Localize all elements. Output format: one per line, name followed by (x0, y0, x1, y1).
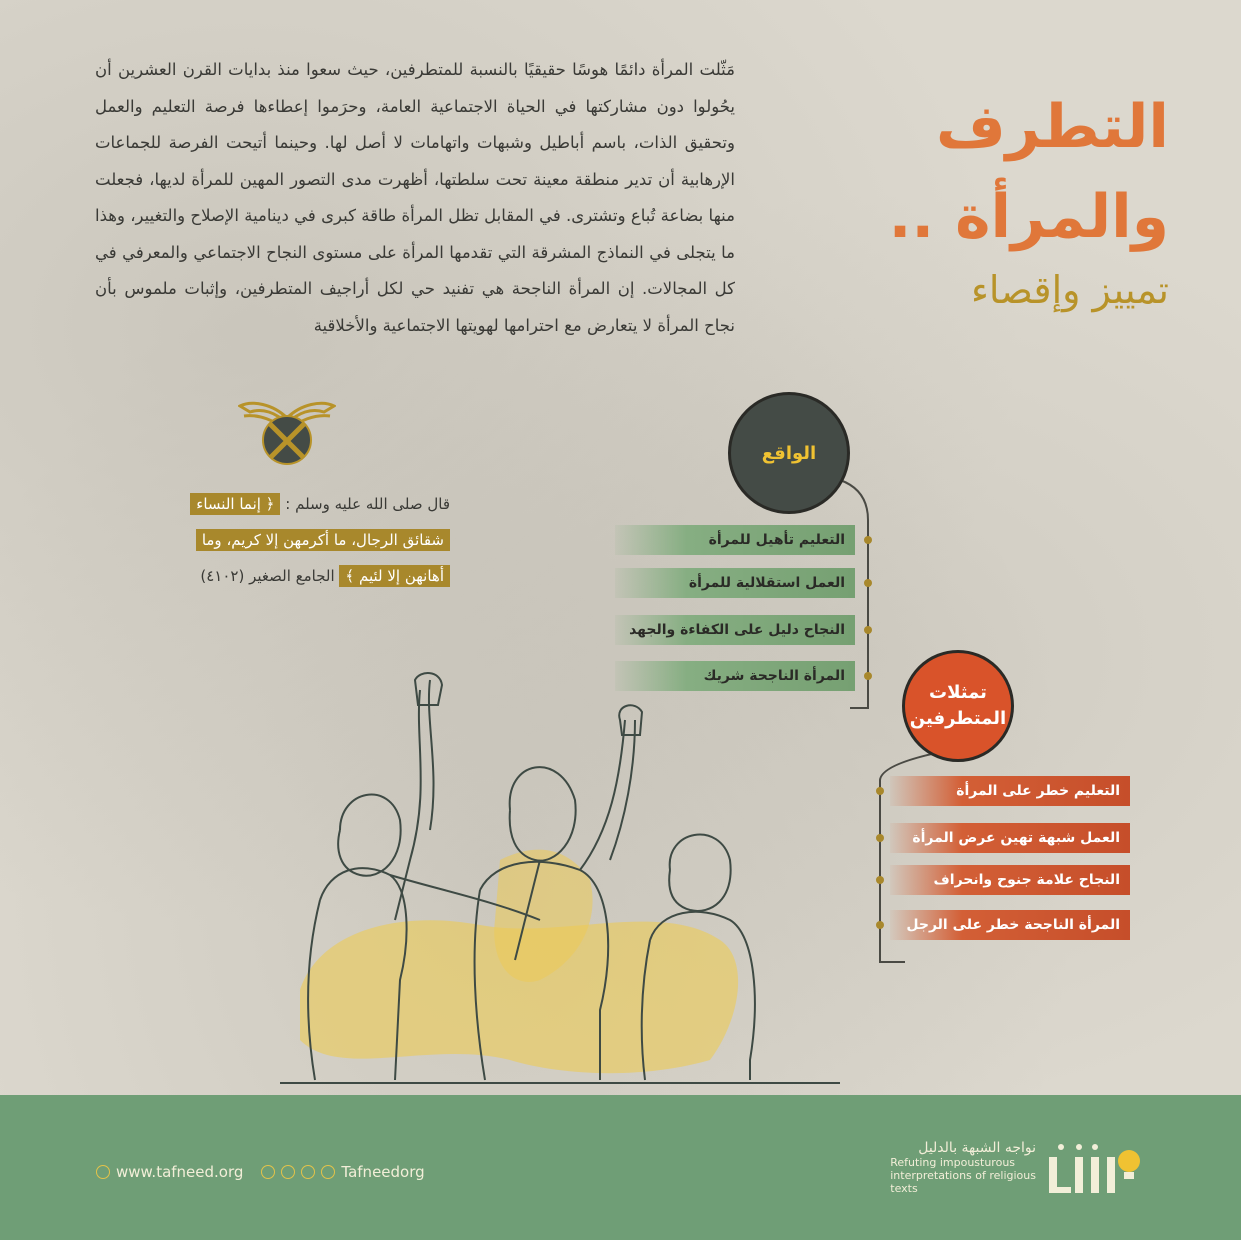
extremists-item-1: التعليم خطر على المرأة (890, 776, 1130, 806)
title-line-1: التطرف (935, 92, 1169, 162)
hadith-source: الجامع الصغير (٤١٠٢) (200, 567, 335, 585)
extremists-circle (902, 650, 1014, 762)
hadith-quote-3: أهانهن إلا لئيم ﴾ (339, 565, 450, 587)
logo-tagline-en-3: texts (890, 1182, 918, 1195)
twitter-icon[interactable] (261, 1165, 275, 1179)
reality-item-1: التعليم تأهيل للمرأة (615, 525, 855, 555)
extremists-label-2: المتطرفين (909, 708, 1007, 729)
hadith-quote-1: ﴿ إنما النساء (190, 493, 280, 515)
reality-circle (728, 392, 850, 514)
reality-item-3: النجاح دليل على الكفاءة والجهد (615, 615, 855, 645)
globe-icon[interactable] (96, 1165, 110, 1179)
intro-paragraph: مَثّلت المرأة دائمًا هوسًا حقيقيًا بالنسبة للمتطرفين، حيث سعوا منذ بدايات القرن العشرين أن يحُولوا دون مشاركتها في الحياة الاجتماعية العامة، وحرَموا إعطاءها فرصة التعليم والعمل وتحقيق الذات، باسم أباطيل وشبهات واتهامات لا أصل لها. وحينما أتيحت الفرصة للجماعات الإرهابية أن تدير منطقة معينة تحت سلطتها، أظهرت مدى التصور المهين للمرأة لديها، فجعلت منها بضاعة تُباع وتشترى. في المقابل تظل المرأة طاقة كبرى في دينامية الإصلاح والتغيير، وهذا ما يتجلى في النماذج المشرقة التي تقدمها المرأة على مستوى النجاح الاجتماعي والمعرفي في كل المجالات. إن المرأة الناجحة هي تفنيد حي لكل أراجيف المتطرفين، وإثبات ملموس بأن نجاح المرأة لا يتعارض مع احترامها لهويتها الاجتماعية والأخلاقية (95, 60, 735, 335)
page-subtitle: تمييز وإقصاء (971, 268, 1169, 312)
social-handle[interactable]: Tafneedorg (341, 1163, 425, 1181)
extremists-item-3: النجاح علامة جنوح وانحراف (890, 865, 1130, 895)
youtube-icon[interactable] (281, 1165, 295, 1179)
hadith-quote-2: شقائق الرجال، ما أكرمهن إلا كريم، وما (196, 529, 450, 551)
instagram-icon[interactable] (301, 1165, 315, 1179)
logo-tagline-en-2: interpretations of religious (890, 1169, 1036, 1182)
reality-item-2: العمل استقلالية للمرأة (615, 568, 855, 598)
logo-tagline-en-1: Refuting impousturous (890, 1156, 1016, 1169)
extremists-item-2: العمل شبهة تهين عرض المرأة (890, 823, 1130, 853)
website-link[interactable]: www.tafneed.org (116, 1163, 244, 1181)
extremists-item-4: المرأة الناجحة خطر على الرجل (890, 910, 1130, 940)
women-illustration (280, 660, 840, 1095)
title-line-2: والمرأة .. (888, 182, 1169, 252)
hadith-intro: قال صلى الله عليه وسلم : (285, 495, 450, 513)
logo-tagline-ar: نواجه الشبهة بالدليل (918, 1140, 1036, 1156)
logo-text (890, 1140, 1036, 1195)
reality-item-4: المرأة الناجحة شريك (615, 661, 855, 691)
extremists-label-1: تمثلات (929, 682, 987, 703)
reality-label: الواقع (761, 442, 817, 464)
footer-links (96, 1163, 425, 1181)
facebook-icon[interactable] (321, 1165, 335, 1179)
lightbulb-logo-icon (1045, 1135, 1145, 1195)
